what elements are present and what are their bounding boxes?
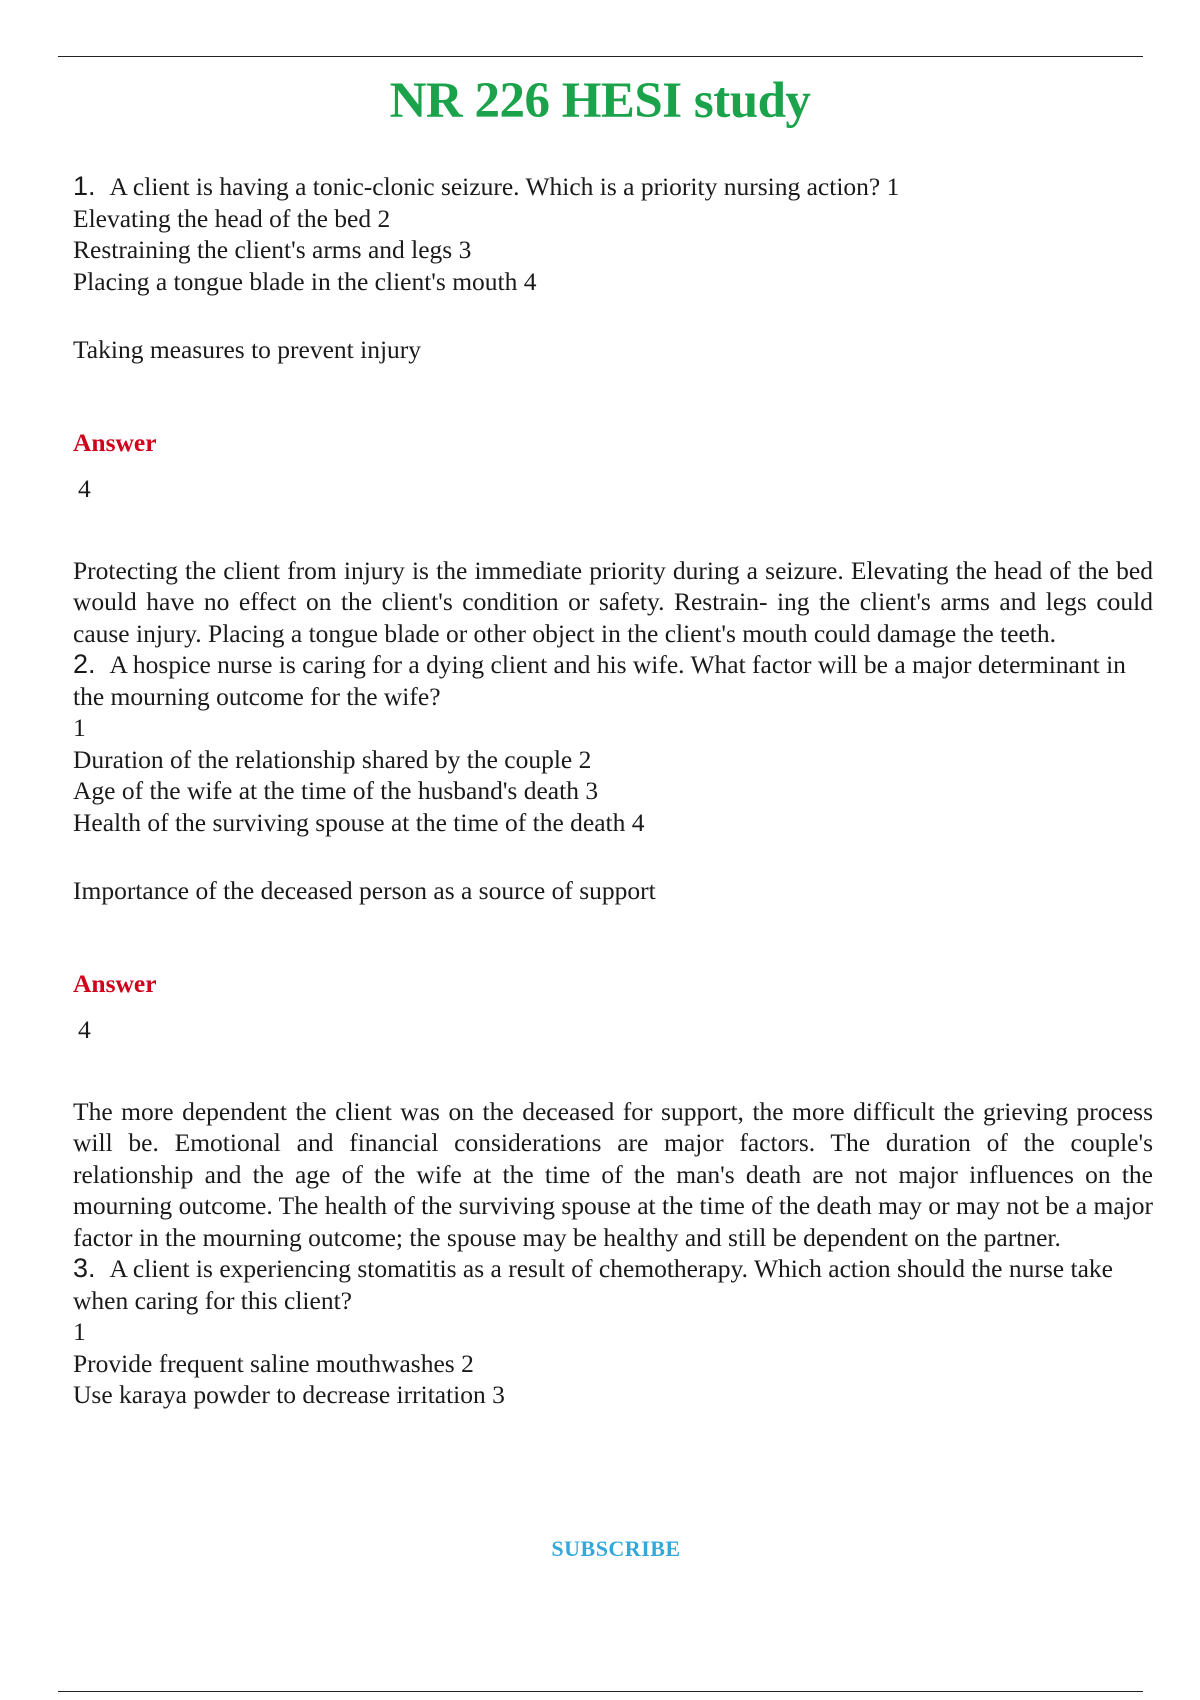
question-number: 2. <box>73 649 96 679</box>
question-1-prompt <box>73 171 1153 203</box>
top-rule <box>58 56 1143 57</box>
answer-value: 4 <box>78 474 91 503</box>
subscribe-link[interactable]: SUBSCRIBE <box>551 1536 681 1561</box>
answer-label: Answer <box>73 968 157 998</box>
question-1 <box>73 171 1153 649</box>
question-text: A client is having a tonic-clonic seizure. Which is a priority nursing action? 1 <box>109 172 900 201</box>
option-marker: 1 <box>73 713 86 742</box>
option: Taking measures to prevent injury <box>73 335 422 364</box>
option: Health of the surviving spouse at the time of the death 4 <box>73 807 645 837</box>
document-title: NR 226 HESI study <box>389 73 811 129</box>
answer-explanation: Protecting the client from injury is the immediate priority during a seizure. Elevating the head of the bed would have no effect on the client's condition or safety. Restrain- ing the client's arms and legs could cause injury. Placing a tongue blade or other object in the client's mouth could damage the teeth. <box>73 555 1153 648</box>
option: Restraining the client's arms and legs 3 <box>73 235 472 264</box>
option: Duration of the relationship shared by the couple 2 <box>73 744 592 774</box>
question-3 <box>73 1253 1153 1411</box>
question-number: 1. <box>73 171 96 201</box>
option-marker: 1 <box>73 1317 86 1346</box>
answer-label: Answer <box>73 427 157 457</box>
bottom-rule <box>58 1691 1143 1692</box>
option: Importance of the deceased person as a source of support <box>73 876 656 905</box>
option: Age of the wife at the time of the husband's death 3 <box>73 776 599 805</box>
question-3-prompt <box>73 1253 1153 1316</box>
question-number: 3. <box>73 1253 96 1283</box>
answer-value: 4 <box>78 1015 91 1044</box>
document-body <box>73 171 1153 1411</box>
question-2 <box>73 649 1153 1253</box>
question-text: A hospice nurse is caring for a dying client and his wife. What factor will be a major determinant in the mourning outcome for the wife? <box>73 650 1126 711</box>
question-2-prompt <box>73 649 1153 712</box>
option: Placing a tongue blade in the client's mouth 4 <box>73 266 537 296</box>
question-text: A client is experiencing stomatitis as a result of chemotherapy. Which action should the nurse take when caring for this client? <box>73 1254 1113 1315</box>
option: Use karaya powder to decrease irritation 3 <box>73 1380 505 1409</box>
option: Provide frequent saline mouthwashes 2 <box>73 1348 474 1378</box>
option: Elevating the head of the bed 2 <box>73 203 391 233</box>
answer-explanation: The more dependent the client was on the deceased for support, the more difficult the grieving process will be. Emotional and financial considerations are major factors. The duration of the couple's relationship and the age of the wife at the time of the man's death are not major influences on the mourning outcome. The health of the surviving spouse at the time of the death may or may not be a major factor in the mourning outcome; the spouse may be healthy and still be dependent on the partner. <box>73 1096 1153 1252</box>
